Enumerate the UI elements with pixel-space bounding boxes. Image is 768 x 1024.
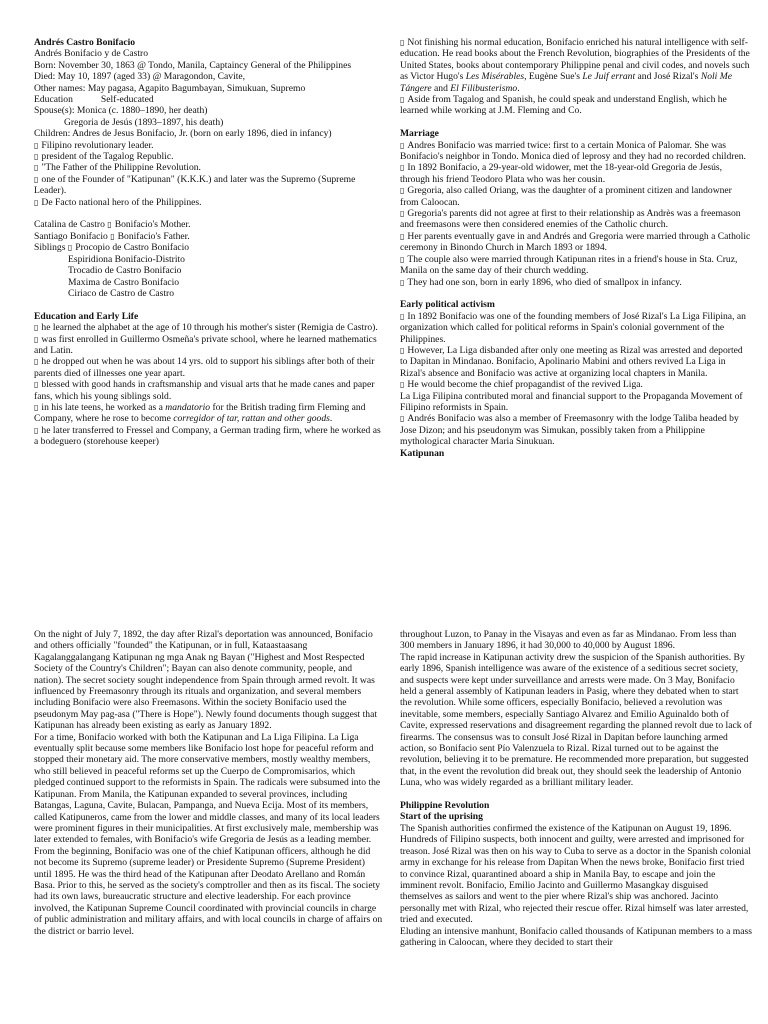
education-paragraph: ▯ was first enrolled in Guillermo Osmeña's private school, where he learned mathematics and Latin.	[34, 334, 384, 357]
marriage-paragraph: ▯ The couple also were married through Katipunan rites in a friend's house in Sta. Cruz, Manila on the same day of their church wedding.	[400, 254, 752, 277]
marriage-paragraph: ▯ Gregoria's parents did not agree at first to their relationship as Andrès was a freemason and freemasons were then considered enemies of the Catholic church.	[400, 208, 752, 231]
education-heading: Education and Early Life	[34, 310, 139, 322]
revolution-paragraph: Eluding an intensive manhunt, Bonifacio called thousands of Katipunan members to a mass gathering in Caloocan, where they decided to start their	[400, 925, 752, 948]
education-paragraph: ▯ blessed with good hands in craftsmanship and visual arts that he made canes and paper fans, which his young siblings sold.	[34, 379, 384, 402]
katipunan-heading: Katipunan	[400, 447, 445, 459]
bio-bullet: ▯ "The Father of the Philippine Revolution.	[34, 162, 384, 173]
spouse-line-2: Gregoria de Jesús (1893–1897, his death)	[64, 116, 224, 128]
education-line: Education Self-educated	[34, 94, 154, 106]
katipunan-paragraph: For a time, Bonifacio worked with both the Katipunan and La Liga Filipina. La Liga eventually split because some members like Bonifacio lost hope for peaceful reform and stopped their monetary aid. The more conservative members, mostly wealthy members, who still believed in peaceful reforms set up the Cuerpo de Compromisarios, which pledged continued support to the reformists in Spain. The radicals were subsumed into the Katipunan. From Manila, the Katipunan expanded to several provinces, including Batangas, Laguna, Cavite, Bulacan, Pampanga, and Nueva Ecija. Most of its members, called Katipuneros, came from the lower and middle classes, and many of its local leaders were prominent figures in their municipalities. At first exclusively male, membership was later extended to females, with Bonifacio's wife Gregoria de Jesús as a leading member.	[34, 731, 381, 846]
other-names-line: Other names: May pagasa, Agapito Bagumbayan, Simukuan, Supremo	[34, 82, 306, 94]
bio-bullet: ▯ Filipino revolutionary leader.	[34, 140, 384, 151]
children-line: Children: Andres de Jesus Bonifacio, Jr. (born on early 1896, died in infancy)	[34, 128, 332, 140]
self-education-paragraph: ▯ Aside from Tagalog and Spanish, he could speak and understand English, which he learned while working at J.M. Fleming and Co.	[400, 94, 752, 117]
activism-paragraph: ▯ Andrés Bonifacio was also a member of Freemasonry with the lodge Taliba headed by Jose Dizon; and his pseudonym was Simukan, possibly taken from a Philippine mythological character Maria Sinukuan.	[400, 413, 752, 447]
died-line: Died: May 10, 1897 (aged 33) @ Maragondon, Cavite,	[34, 71, 246, 83]
education-paragraph: ▯ he learned the alphabet at the age of 10 through his mother's sister (Remigia de Castro).	[34, 322, 384, 333]
growth-paragraph: The rapid increase in Katipunan activity drew the suspicion of the Spanish authorities. By early 1896, Spanish intelligence was aware of the existence of a seditious secret society, and suspects were kept under surveillance and arrests were made. On 3 May, Bonifacio held a general assembly of Katipunan leaders in Pasig, where they debated when to start the revolution. While some officers, especially Bonifacio, believed a revolution was inevitable, some members, especially Santiago Alvarez and Emilio Aguinaldo both of Cavite, expressed reservations and disagreement regarding the planned revolt due to lack of firearms. The consensus was to consult José Rizal in Dapitan before launching armed action, so Bonifacio sent Pío Valenzuela to Rizal. Rizal turned out to be against the revolution, believing it to be premature. He recommended more preparation, but suggested that, in the event the revolution did break out, they should seek the leadership of Antonio Luna, who was widely regarded as a brilliant military leader.	[400, 651, 752, 789]
marriage-heading: Marriage	[400, 128, 439, 140]
revolution-paragraph: The Spanish authorities confirmed the existence of the Katipunan on August 19, 1896. Hundreds of Filipino suspects, both innocent and guilty, were arrested and imprisoned for treason. José Rizal was then on his way to Cuba to serve as a doctor in the Spanish colonial army in exchange for his release from Dapitan When the news broke, Bonifacio first tried to convince Rizal, quarantined aboard a ship in Manila Bay, to escape and join the imminent revolt. Bonifacio, Emilio Jacinto and Guillermo Masangkay disguised themselves as sailors and went to the pier where Rizal's ship was anchored. Jacinto personally met with Rizal, who rejected their rescue offer. Rizal himself was later arrested, tried and executed.	[400, 822, 751, 926]
katipunan-paragraph: From the beginning, Bonifacio was one of the chief Katipunan officers, although he did not become its Supremo (supreme leader) or Presidente Supremo (Supreme President) until 1895. He was the third head of the Katipunan after Deodato Arellano and Román Basa. Prior to this, he served as the society's comptroller and then as its fiscal. The society had its own laws, bureaucratic structure and elective leadership. For each province involved, the Katipunan Supreme Council coordinated with provincial councils in charge of public administration and military affairs, and with local councils in charge of affairs on the district or barrio level.	[34, 845, 383, 937]
column-revolution	[400, 629, 752, 948]
activism-heading: Early political activism	[400, 299, 495, 311]
column-katipunan	[34, 629, 384, 937]
spouse-line: Spouse(s): Monica (c. 1880–1890, her death)	[34, 105, 208, 117]
father-line: Santiago Bonifacio ▯ Bonifacio's Father.	[34, 231, 384, 242]
mother-line: Catalina de Castro ▯ Bonifacio's Mother.	[34, 219, 384, 230]
education-paragraph: ▯ he later transferred to Fressel and Company, a German trading firm, where he worked as a bodeguero (storehouse keeper)	[34, 425, 384, 448]
sibling-item: Ciriaco de Castro de Castro	[68, 287, 175, 299]
katipunan-paragraph: On the night of July 7, 1892, the day after Rizal's deportation was announced, Bonifacio and others officially "founded" the Katipunan, or in full, Kataastaasang Kagalanggalangang Katipunan ng mga Anak ng Bayan ("Highest and Most Respected Society of the Country's Children"; Bayan can also denote community, people, and nation). The secret society sought independence from Spain through armed revolt. It was influenced by Freemasonry through its rituals and organization, and several members including Bonifacio were also Freemasons. Within the society Bonifacio used the pseudonym May pag-asa ("There is Hope"). Newly found documents though suggest that Katipunan has already been existing as early as January 1892.	[34, 629, 378, 732]
revolution-heading: Philippine Revolution	[400, 800, 490, 812]
self-education-paragraph: ▯ Not finishing his normal education, Bonifacio enriched his natural intelligence with self-education. He read books about the French Revolution, biographies of the Presidents of the United States, books about contemporary Philippine penal and civil codes, and novels such as Victor Hugo's Les Misérables, Eugène Sue's Le Juif errant and José Rizal's Noli Me Tángere and El Filibusterismo.	[400, 37, 752, 94]
bio-bullet: ▯ president of the Tagalog Republic.	[34, 151, 384, 162]
column-biography	[34, 37, 384, 448]
bio-bullet: ▯ one of the Founder of "Katipunan" (K.K.K.) and later was the Supremo (Supreme Leader).	[34, 174, 384, 197]
education-paragraph: ▯ he dropped out when he was about 14 yrs. old to support his siblings after both of their parents died of illnesses one year apart.	[34, 356, 384, 379]
column-marriage-activism	[400, 37, 752, 459]
uprising-subheading: Start of the uprising	[400, 811, 483, 823]
marriage-paragraph: ▯ They had one son, born in early 1896, who died of smallpox in infancy.	[400, 277, 752, 288]
born-line: Born: November 30, 1863 @ Tondo, Manila, Captaincy General of the Philippines	[34, 59, 352, 71]
bio-bullet: ▯ De Facto national hero of the Philippines.	[34, 197, 384, 208]
activism-paragraph: ▯ He would become the chief propagandist of the revived Liga.	[400, 379, 752, 390]
education-paragraph: ▯ in his late teens, he worked as a mandatorio for the British trading firm Fleming and Company, where he rose to become corregidor of tar, rattan and other goods.	[34, 402, 384, 425]
marriage-paragraph: ▯ Andres Bonifacio was married twice: first to a certain Monica of Palomar. She was Bonifacio's neighbor in Tondo. Monica died of leprosy and they had no recorded children.	[400, 140, 752, 163]
growth-paragraph: throughout Luzon, to Panay in the Visayas and even as far as Mindanao. From less than 300 members in January 1896, it had 30,000 to 40,000 by August 1896.	[400, 629, 737, 652]
activism-paragraph: La Liga Filipina contributed moral and financial support to the Propaganda Movement of Filipino reformists in Spain.	[400, 390, 743, 413]
marriage-paragraph: ▯ Her parents eventually gave in and Andrés and Gregoria were married through a Catholic ceremony in Binondo Church in March 1893 or 1894.	[400, 231, 752, 254]
name-heading: Andrés Castro Bonifacio	[34, 37, 136, 48]
activism-paragraph: ▯ In 1892 Bonifacio was one of the founding members of José Rizal's La Liga Filipina, an organization which called for political reforms in Spain's colonial government of the Philippines.	[400, 311, 752, 345]
marriage-paragraph: ▯ In 1892 Bonifacio, a 29-year-old widower, met the 18-year-old Gregoria de Jesús, through his friend Teodoro Plata who was her cousin.	[400, 162, 752, 185]
siblings-line: Siblings ▯ Procopio de Castro Bonifacio	[34, 242, 384, 253]
sibling-item: Trocadio de Castro Bonifacio	[68, 265, 182, 277]
full-name: Andrés Bonifacio y de Castro	[34, 48, 149, 60]
marriage-paragraph: ▯ Gregoria, also called Oriang, was the daughter of a prominent citizen and landowner from Caloocan.	[400, 185, 752, 208]
sibling-item: Maxima de Castro Bonifacio	[68, 276, 180, 288]
activism-paragraph: ▯ However, La Liga disbanded after only one meeting as Rizal was arrested and deported to Dapitan in Mindanao. Bonifacio, Apolinario Mabini and others revived La Liga in Rizal's absence and Bonifacio was active at organizing local chapters in Manila.	[400, 345, 752, 379]
sibling-item: Espiridiona Bonifacio-Distrito	[68, 253, 185, 265]
